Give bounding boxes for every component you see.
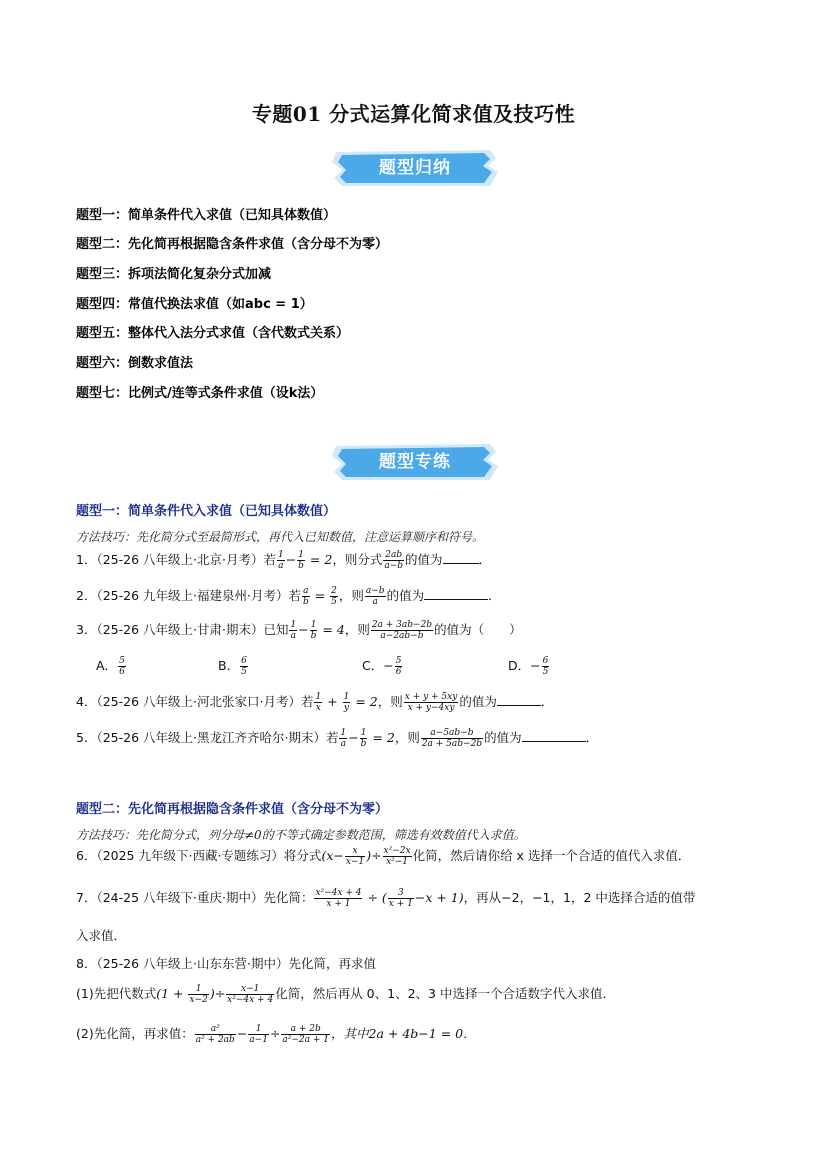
type-list-item: 题型五：整体代入法分式求值（含代数式关系）	[76, 326, 350, 341]
type-list-item: 题型二：先化简再根据隐含条件求值（含分母不为零）	[76, 237, 389, 252]
section-heading: 题型一：简单条件代入求值（已知具体数值）	[76, 504, 337, 519]
question-8: 8．（25-26 八年级上·山东东营·期中）先化简，再求值	[76, 956, 376, 971]
question-4: 4．（25-26 八年级上·河北张家口·月考）若 $\frac{1}{x}$ + $\frac{1}{y}$ = 2，则 $\frac{x + y + 5xy}{x + y-4xy}$ 的值为 ．	[76, 692, 554, 713]
question-5: 5．（25-26 八年级上·黑龙江齐齐哈尔·期末）若 $\frac{1}{a}$ − $\frac{1}{b}$ = 2，则 $\frac{a-5ab-b}{2a + 5ab-2b}$ 的值为 ．	[76, 728, 599, 749]
section-banner-summary	[330, 146, 500, 190]
question-text: 2．（25-26 九年级上·福建泉州·月考）若	[76, 588, 301, 603]
question-text: 6．（2025 九年级下·西藏·专题练习）将分式	[76, 848, 322, 863]
fraction: $\frac{1}{b}$	[310, 620, 317, 641]
question-1: 1．（25-26 八年级上·北京·月考）若 $\frac{1}{a}$ − $\frac{1}{b}$ = 2，则分式 $\frac{2ab}{a-b}$ 的值为 ．	[76, 550, 492, 571]
fraction: $\frac{3}{x + 1}$	[388, 888, 413, 909]
fraction: $\frac{1}{a-1}$	[249, 1024, 268, 1045]
fraction: $\frac{2a + 3ab-2b}{a-2ab-b}$	[371, 620, 433, 641]
fraction: $\frac{1}{a}$	[277, 550, 284, 571]
answer-blank[interactable]	[522, 729, 586, 742]
method-tip: 方法技巧：先化简分式至最简形式，再代入已知数值，注意运算顺序和符号。	[76, 530, 485, 544]
answer-blank[interactable]	[424, 587, 488, 600]
type-list-item: 题型三：拆项法简化复杂分式加减	[76, 267, 272, 282]
question-8-part-1: (1)先把代数式(1 + $\frac{1}{x-2}$ )÷ $\frac{x-1}{\text{x²−4x + 4}}$ 化简，然后再从 0、1、2、3 中选择一个合适数字代入求值．	[76, 984, 615, 1005]
question-8-part-2: (2)先化简，再求值： $\frac{\text{a²}}{\text{a² + 2ab}}$ − $\frac{1}{a-1}$ ÷ $\frac{a + 2b}{\text{a²−2a + 1}}$ ，其中2a + 4b−1 = 0．	[76, 1024, 476, 1045]
question-6: 6．（2025 九年级下·西藏·专题练习）将分式(x− $\frac{x}{x-1}$ )÷ $\frac{\text{x²−2x}}{\text{x²−1}}$ 化简，然后请你给 x 选择一个合适的值代入求值．	[76, 846, 691, 867]
fraction: $\frac{\text{x²−4x + 4}}{x + 1}$	[315, 888, 362, 909]
choice-d[interactable]: D．− $\frac{6}{5}$	[508, 656, 549, 677]
question-2: 2．（25-26 九年级上·福建泉州·月考）若 $\frac{a}{b}$ = $\frac{2}{5}$ ，则 $\frac{a-b}{a}$ 的值为 ．	[76, 586, 501, 607]
fraction: $\frac{a}{b}$	[302, 586, 309, 607]
page-title: 专题01 分式运算化简求值及技巧性	[251, 102, 576, 126]
section-heading: 题型二：先化简再根据隐含条件求值（含分母不为零）	[76, 802, 389, 817]
fraction: $\frac{1}{x}$	[315, 692, 322, 713]
fraction: $\frac{2}{5}$	[331, 586, 337, 607]
question-7-continued: 入求值．	[76, 928, 127, 943]
fraction: $\frac{x-1}{\text{x²−4x + 4}}$	[227, 984, 274, 1005]
section-banner-practice	[330, 440, 500, 484]
method-tip: 方法技巧：先化简分式，列分母≠0的不等式确定参数范围，筛选有效数值代入求值。	[76, 828, 526, 842]
fraction: $\frac{\text{a²}}{\text{a² + 2ab}}$	[195, 1024, 235, 1045]
fraction: $\frac{x}{x-1}$	[345, 846, 365, 867]
fraction: $\frac{1}{b}$	[298, 550, 304, 571]
type-list-item: 题型六：倒数求值法	[76, 356, 194, 371]
type-list-item: 题型四：常值代换法求值（如abc = 1）	[76, 297, 313, 312]
banner-label: 题型专练	[379, 452, 451, 472]
fraction: $\frac{a-5ab-b}{2a + 5ab-2b}$	[421, 728, 483, 749]
question-text: 3．（25-26 八年级上·甘肃·期末）已知	[76, 622, 289, 637]
fraction: $\frac{1}{x-2}$	[189, 984, 208, 1005]
fraction: $\frac{2ab}{a-b}$	[384, 550, 403, 571]
banner-label: 题型归纳	[379, 158, 451, 178]
fraction: $\frac{1}{a}$	[340, 728, 347, 749]
question-text: 7．（24-25 八年级下·重庆·期中）先化简：	[76, 890, 314, 905]
question-text: 5．（25-26 八年级上·黑龙江齐齐哈尔·期末）若	[76, 730, 339, 745]
answer-blank[interactable]	[497, 693, 541, 706]
question-7: 7．（24-25 八年级下·重庆·期中）先化简： $\frac{\text{x²−4x + 4}}{x + 1}$ ÷ ( $\frac{3}{x + 1}$ −x + 1)，再从−2，−1，1，2 中选择合适的值带	[76, 888, 696, 909]
fraction: $\frac{\text{x²−2x}}{\text{x²−1}}$	[383, 846, 411, 867]
choice-c[interactable]: C．− $\frac{5}{6}$	[362, 656, 402, 677]
choice-b[interactable]: B． $\frac{6}{5}$	[218, 656, 247, 677]
question-text: 1．（25-26 八年级上·北京·月考）若	[76, 552, 276, 567]
fraction: $\frac{a + 2b}{\text{a²−2a + 1}}$	[282, 1024, 330, 1045]
fraction: $\frac{a-b}{a}$	[365, 586, 385, 607]
choice-a[interactable]: A． $\frac{5}{6}$	[96, 656, 125, 677]
fraction: $\frac{1}{y}$	[343, 692, 350, 713]
type-list-item: 题型一：简单条件代入求值（已知具体数值）	[76, 208, 337, 223]
question-3: 3．（25-26 八年级上·甘肃·期末）已知 $\frac{1}{a}$ − $\frac{1}{b}$ = 4，则 $\frac{2a + 3ab-2b}{a-2ab-b}$ 的值为（ ）	[76, 620, 522, 641]
answer-blank[interactable]	[443, 551, 479, 564]
fraction: $\frac{1}{a}$	[290, 620, 297, 641]
fraction: $\frac{1}{b}$	[360, 728, 367, 749]
type-list-item: 题型七：比例式/连等式条件求值（设k法）	[76, 386, 324, 401]
fraction: $\frac{x + y + 5xy}{x + y-4xy}$	[404, 692, 458, 713]
question-text: 4．（25-26 八年级上·河北张家口·月考）若	[76, 694, 314, 709]
